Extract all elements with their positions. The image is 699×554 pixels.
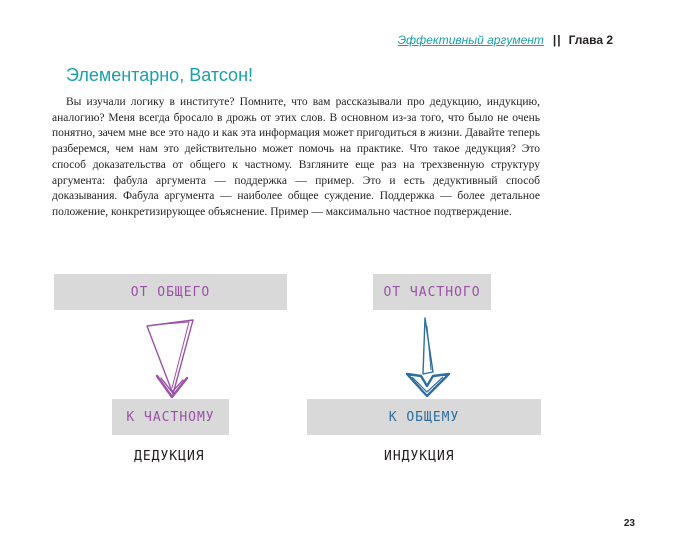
book-title: Эффективный аргумент [397,33,544,47]
page-number: 23 [623,518,635,529]
induction-bottom-box: К ОБЩЕМУ [307,399,541,435]
arrow-down-icon [143,318,199,400]
running-head-separator: || [552,33,562,47]
chapter-label: Глава 2 [568,33,613,47]
body-paragraph: Вы изучали логику в институте? Помните, что вам рассказывали про дедукцию, индукцию, аналогию? Меня всегда бросало в дрожь от этих слов. В основном из-за того, что было не очень понятно, зачем мне все это надо и как эта информация может пригодиться в жизни. Давайте теперь разберемся, чем нам это действительно может помочь на практике. Что такое дедукция? Это способ доказательства от общего к частному. Взгляните еще раз на трехзвенную структуру аргумента: фабула аргумента — поддержка — пример. Это и есть дедуктивный способ доказывания. Фабула аргумента — наиболее общее суждение. Поддержка — более детальное положение, конкретизирующее объяснение. Пример — максимально частное подтверждение. [52,96,540,218]
running-head [398,33,613,47]
induction-top-box: ОТ ЧАСТНОГО [373,274,491,310]
deduction-top-box: ОТ ОБЩЕГО [54,274,287,310]
induction-caption: ИНДУКЦИЯ [384,449,455,464]
arrow-down-icon-induction [403,316,455,400]
deduction-bottom-box: К ЧАСТНОМУ [112,399,229,435]
section-title: Элементарно, Ватсон! [66,65,254,85]
deduction-caption: ДЕДУКЦИЯ [134,449,205,464]
